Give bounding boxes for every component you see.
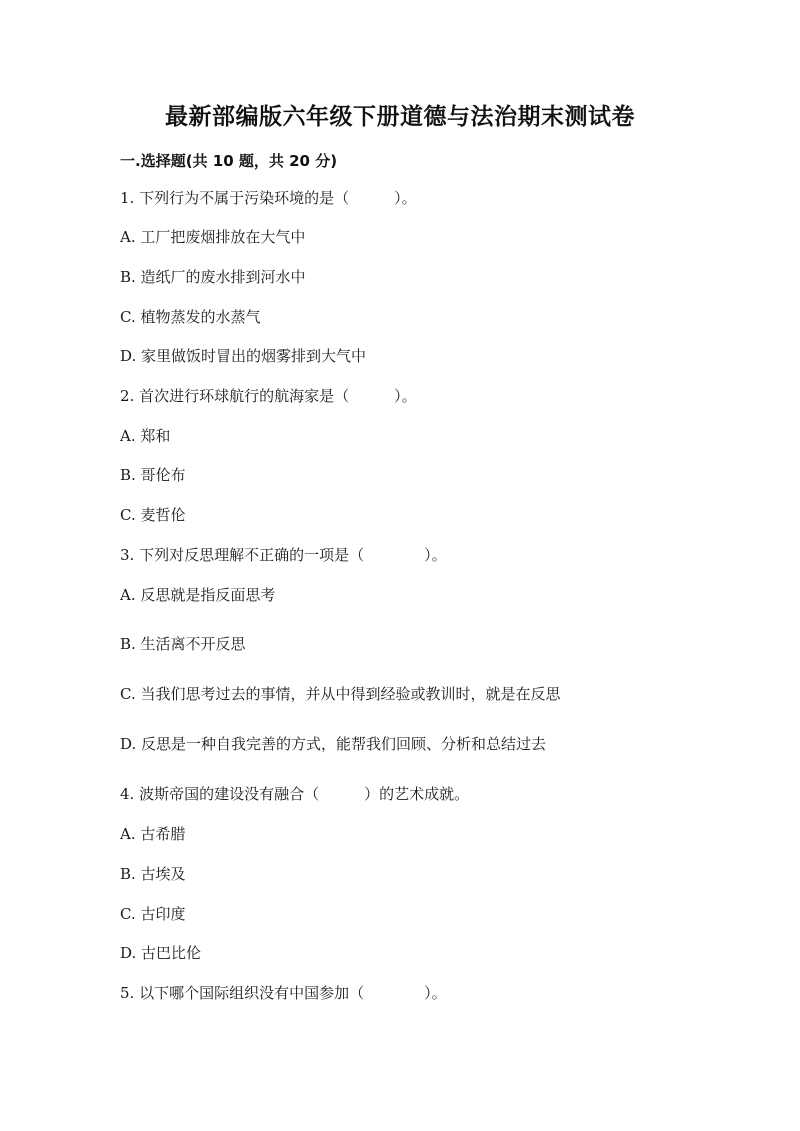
- question-2-option-c: C. 麦哲伦: [120, 506, 186, 524]
- question-3-stem: 3. 下列对反思理解不正确的一项是（ ）。: [120, 546, 447, 564]
- question-4-option-a: A. 古希腊: [120, 825, 186, 843]
- question-4-stem: 4. 波斯帝国的建设没有融合（ ）的艺术成就。: [120, 785, 470, 803]
- section-heading: 一.选择题(共 10 题，共 20 分): [120, 152, 338, 170]
- question-1-option-c: C. 植物蒸发的水蒸气: [120, 308, 261, 326]
- question-3-option-a: A. 反思就是指反面思考: [120, 586, 276, 604]
- question-2-option-b: B. 哥伦布: [120, 466, 186, 484]
- question-3-option-b: B. 生活离不开反思: [120, 635, 246, 653]
- question-4-option-b: B. 古埃及: [120, 865, 186, 883]
- question-1-option-d: D. 家里做饭时冒出的烟雾排到大气中: [120, 347, 367, 365]
- question-3-option-d: D. 反思是一种自我完善的方式，能帮我们回顾、分析和总结过去: [120, 735, 547, 753]
- question-3-option-c: C. 当我们思考过去的事情，并从中得到经验或教训时，就是在反思: [120, 685, 561, 703]
- question-5-stem: 5. 以下哪个国际组织没有中国参加（ ）。: [120, 984, 447, 1002]
- question-1-option-a: A. 工厂把废烟排放在大气中: [120, 228, 306, 246]
- question-4-option-d: D. 古巴比伦: [120, 944, 202, 962]
- question-1-option-b: B. 造纸厂的废水排到河水中: [120, 268, 306, 286]
- question-2-stem: 2. 首次进行环球航行的航海家是（ ）。: [120, 387, 417, 405]
- question-2-option-a: A. 郑和: [120, 427, 171, 445]
- question-4-option-c: C. 古印度: [120, 905, 186, 923]
- question-1-stem: 1. 下列行为不属于污染环境的是（ ）。: [120, 189, 417, 207]
- page-title: 最新部编版六年级下册道德与法治期末测试卷: [165, 104, 635, 130]
